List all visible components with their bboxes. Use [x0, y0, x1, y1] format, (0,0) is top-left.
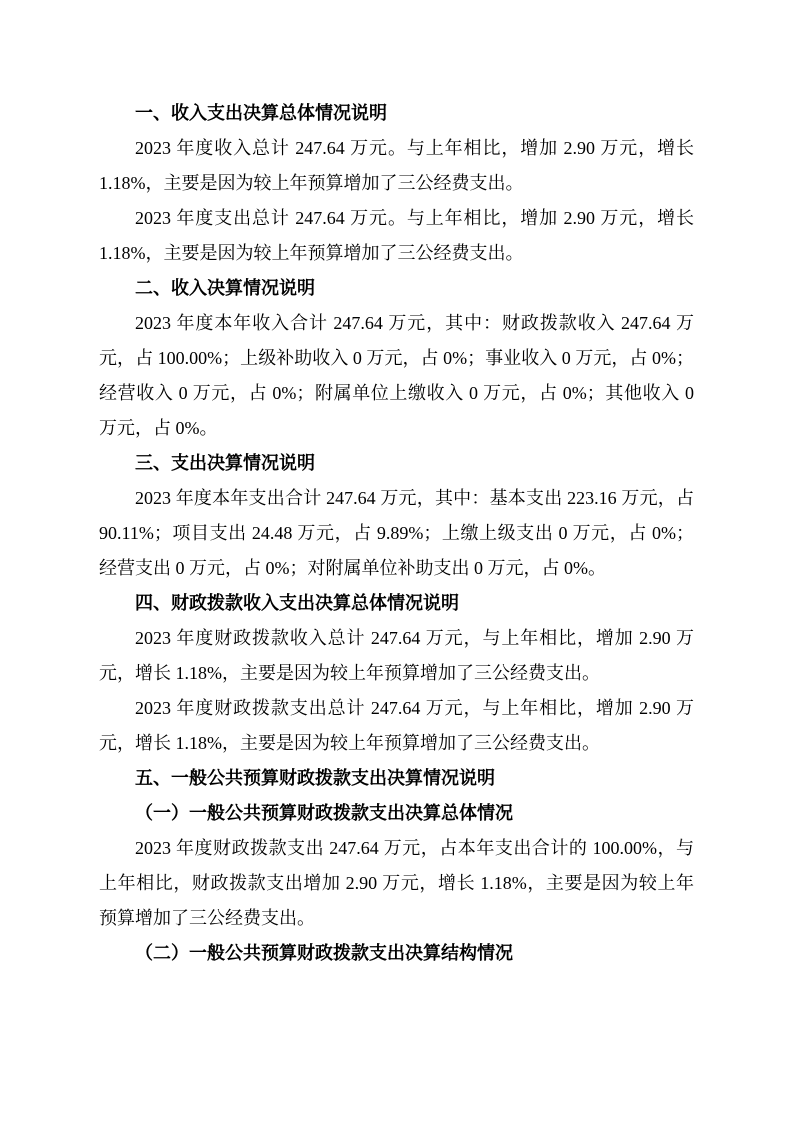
subsection-structure-situation	[99, 936, 694, 971]
paragraph: 2023 年度财政拨款收入总计 247.64 万元，与上年相比，增加 2.90 万元，增长 1.18%，主要是因为较上年预算增加了三公经费支出。	[99, 628, 694, 683]
paragraph: 2023 年度收入总计 247.64 万元。与上年相比，增加 2.90 万元，增长 1.18%，主要是因为较上年预算增加了三公经费支出。	[99, 138, 694, 193]
paragraph: 2023 年度本年收入合计 247.64 万元，其中：财政拨款收入 247.64 万元，占 100.00%；上级补助收入 0 万元，占 0%；事业收入 0 万元，占 0%；经营收入 0 万元，占 0%；附属单位上缴收入 0 万元，占 0%；其他收入 0 万元，占 0%。	[99, 313, 694, 438]
section-overall-revenue-expenditure	[99, 96, 694, 271]
paragraph: 2023 年度本年支出合计 247.64 万元，其中：基本支出 223.16 万元，占 90.11%；项目支出 24.48 万元，占 9.89%；上缴上级支出 0 万元，占 0%；经营支出 0 万元，占 0%；对附属单位补助支出 0 万元，占 0%。	[99, 488, 694, 578]
section-fiscal-appropriation-overall	[99, 586, 694, 761]
paragraph: 2023 年度支出总计 247.64 万元。与上年相比，增加 2.90 万元，增长 1.18%，主要是因为较上年预算增加了三公经费支出。	[99, 208, 694, 263]
section-revenue-details	[99, 271, 694, 446]
subsection-heading: （一）一般公共预算财政拨款支出决算总体情况	[135, 803, 513, 823]
subsection-overall-situation	[99, 796, 694, 936]
section-heading: 二、收入决算情况说明	[135, 278, 315, 298]
section-heading: 四、财政拨款收入支出决算总体情况说明	[135, 593, 459, 613]
subsection-heading: （二）一般公共预算财政拨款支出决算结构情况	[135, 943, 513, 963]
section-expenditure-details	[99, 446, 694, 586]
section-heading: 一、收入支出决算总体情况说明	[135, 103, 387, 123]
section-general-public-budget-expenditure	[99, 761, 694, 971]
section-heading: 五、一般公共预算财政拨款支出决算情况说明	[135, 768, 495, 788]
section-heading: 三、支出决算情况说明	[135, 453, 315, 473]
paragraph: 2023 年度财政拨款支出 247.64 万元，占本年支出合计的 100.00%，与上年相比，财政拨款支出增加 2.90 万元，增长 1.18%，主要是因为较上年预算增加了三公经费支出。	[99, 838, 694, 928]
paragraph: 2023 年度财政拨款支出总计 247.64 万元，与上年相比，增加 2.90 万元，增长 1.18%，主要是因为较上年预算增加了三公经费支出。	[99, 698, 694, 753]
